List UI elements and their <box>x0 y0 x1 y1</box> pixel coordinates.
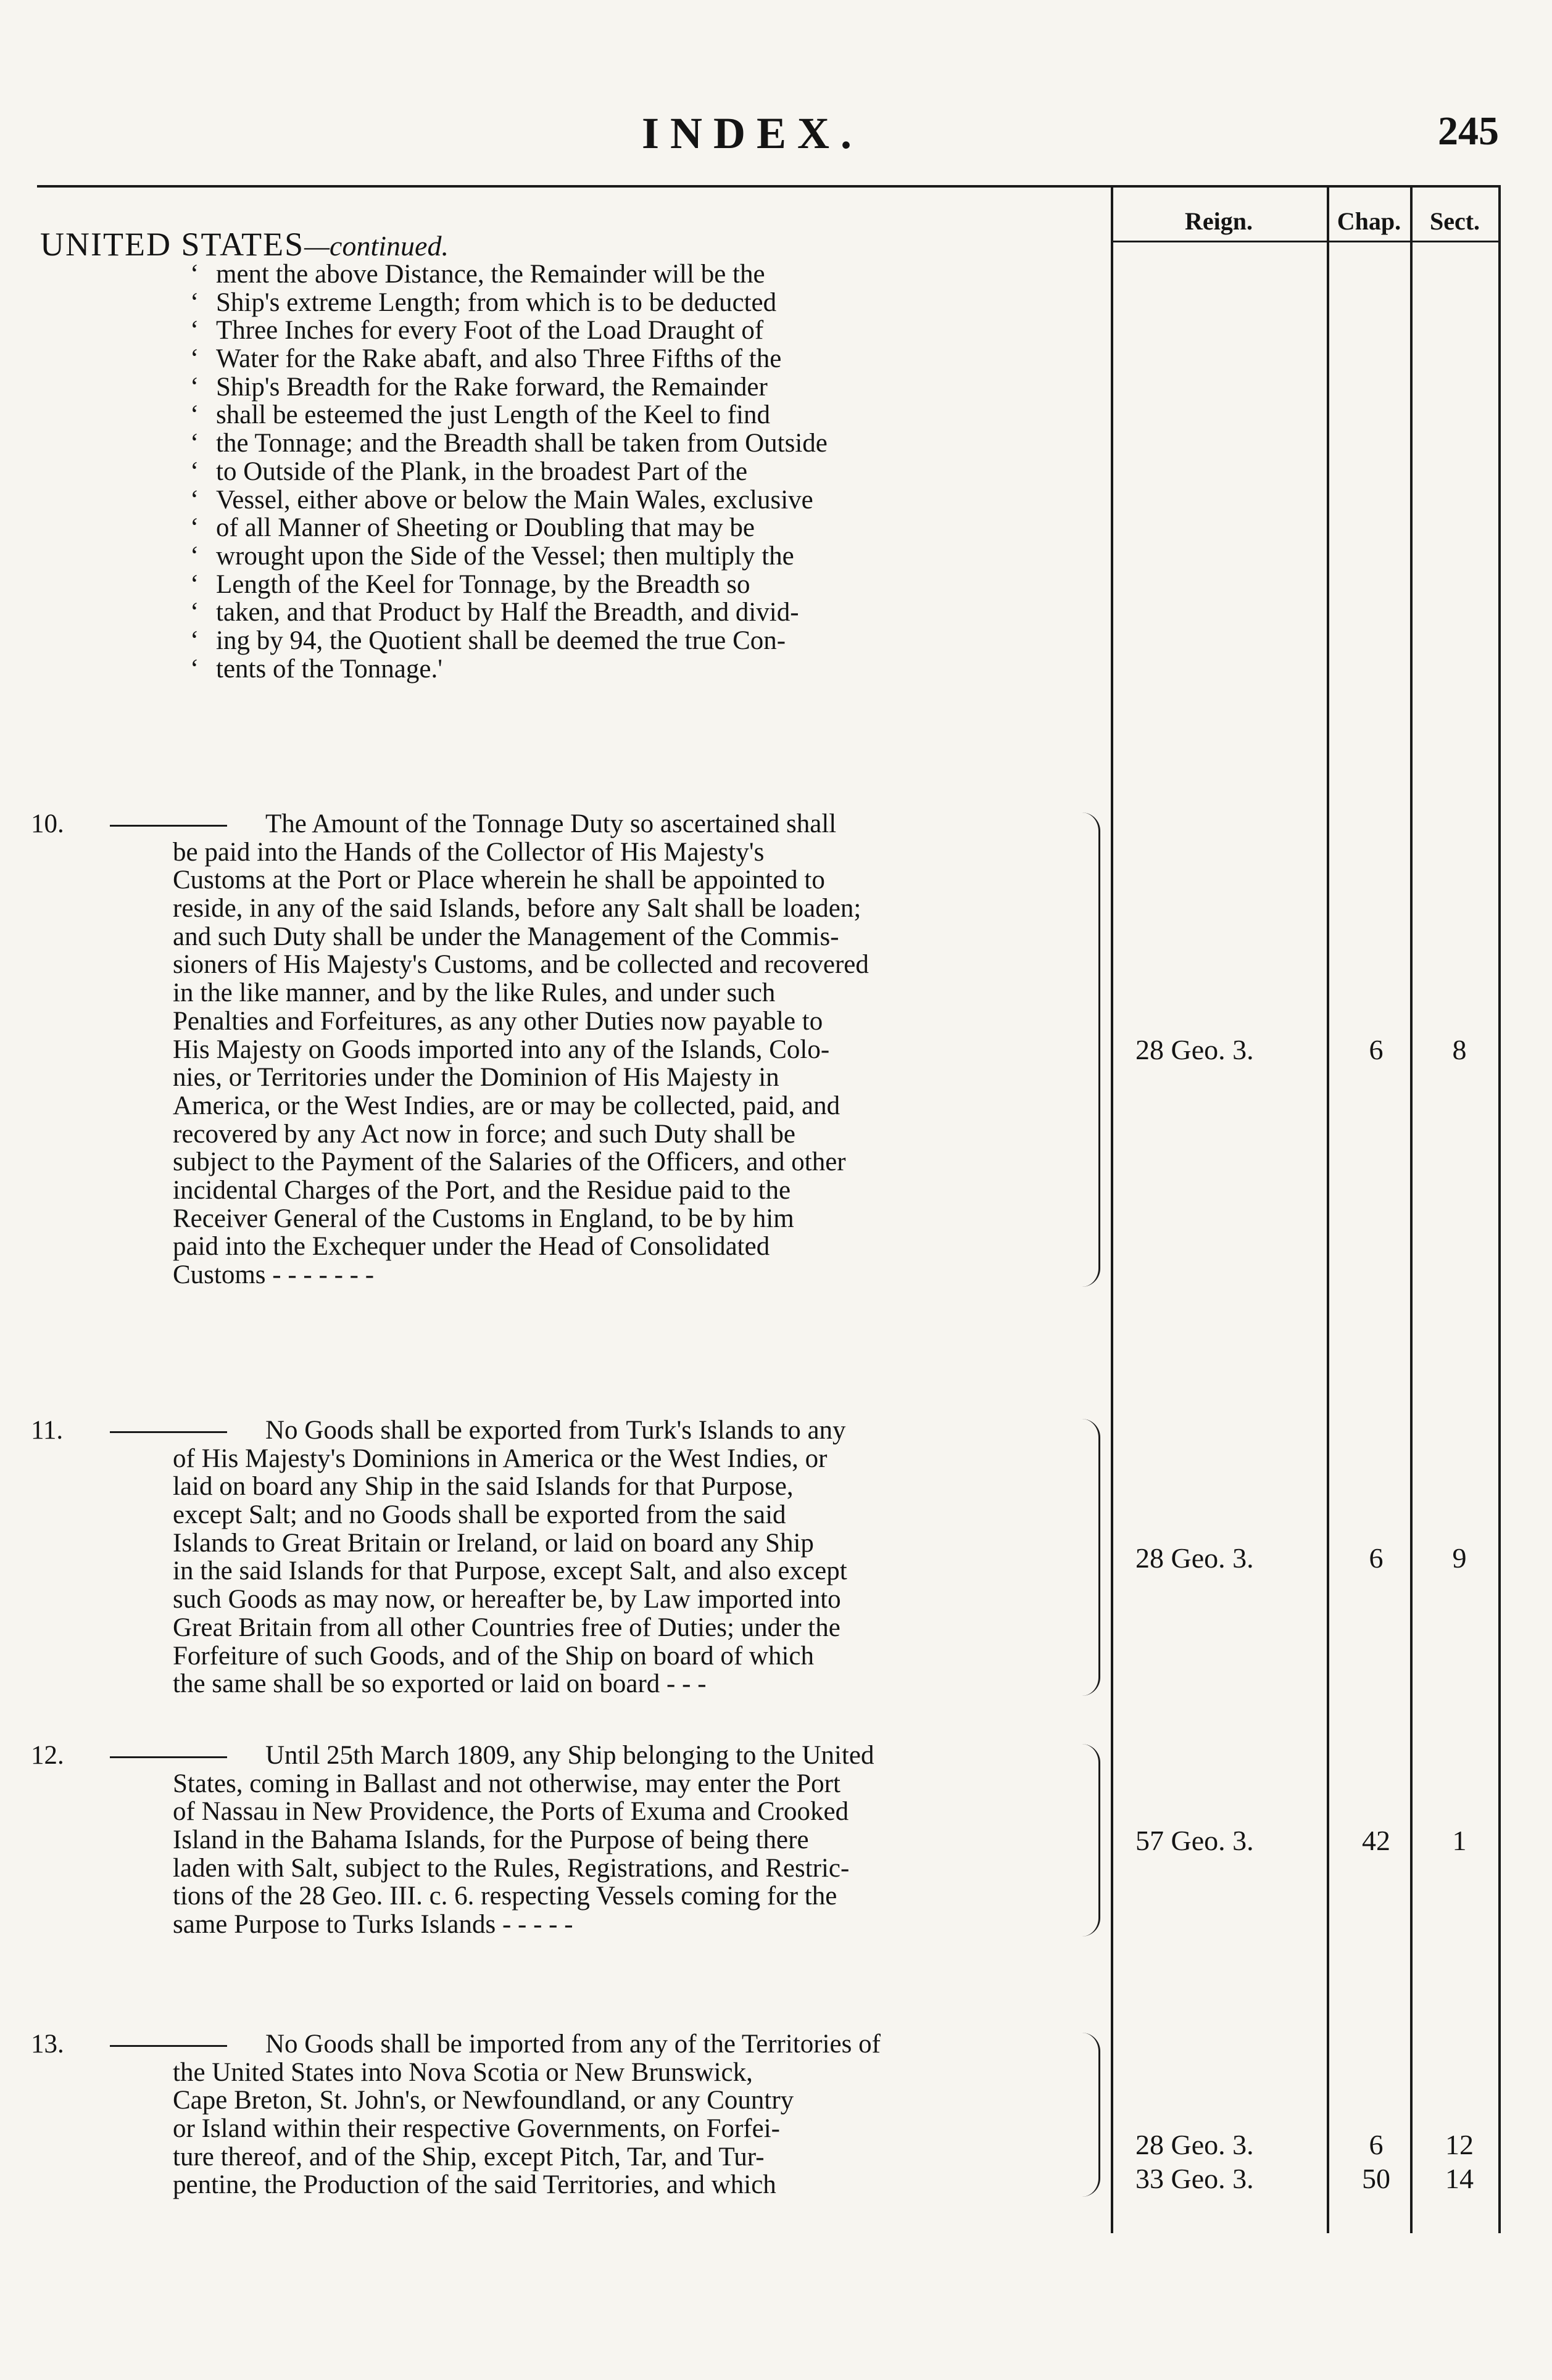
entry-text <box>173 2030 1074 2199</box>
entry-number: 13. <box>31 2030 64 2059</box>
quote-line-text: of all Manner of Sheeting or Doubling that may be <box>216 513 755 543</box>
entry-line: be paid into the Hands of the Collector of His Majesty's <box>173 837 765 867</box>
entry-line: Cape Breton, St. John's, or Newfoundland, or any Country <box>173 2086 794 2115</box>
sect-column-header: Sect. <box>1429 207 1480 235</box>
quote-mark: ‘ <box>190 541 199 571</box>
quote-mark: ‘ <box>190 457 199 486</box>
entry-brace <box>1080 2033 1100 2197</box>
quote-line <box>190 372 1068 402</box>
reference-reign: 33 Geo. 3. <box>1135 2163 1254 2195</box>
quote-line <box>190 344 1068 374</box>
quote-mark: ‘ <box>190 485 199 514</box>
quote-line-text: tents of the Tonnage.' <box>216 654 442 684</box>
quote-mark: ‘ <box>190 429 199 458</box>
entry-line: nies, or Territories under the Dominion of His Majesty in <box>173 1063 779 1093</box>
quote-mark: ‘ <box>190 316 199 345</box>
quote-line-text: to Outside of the Plank, in the broadest Part of the <box>216 457 748 486</box>
entry-line: No Goods shall be imported from any of the Territories of <box>265 2030 881 2059</box>
entry-line: reside, in any of the said Islands, before any Salt shall be loaden; <box>173 894 861 923</box>
reign-column-rule <box>1111 185 1113 2233</box>
reference-chapter: 50 <box>1362 2163 1390 2195</box>
entry-line: Customs - - - - - - - <box>173 1260 375 1289</box>
entry-line: the same shall be so exported or laid on board - - - <box>173 1669 707 1699</box>
entry-brace <box>1080 1419 1100 1696</box>
quote-line <box>190 457 1068 486</box>
quote-line <box>190 569 1068 599</box>
quote-line <box>190 541 1068 571</box>
column-header-rule <box>1111 241 1501 242</box>
page-number: 245 <box>1438 109 1499 154</box>
quote-mark: ‘ <box>190 344 199 374</box>
reference-chapter: 6 <box>1369 2129 1384 2161</box>
entry-line: Customs at the Port or Place wherein he shall be appointed to <box>173 866 825 895</box>
sect-column-rule <box>1410 185 1413 2233</box>
entry-line: the United States into Nova Scotia or New Brunswick, <box>173 2057 753 2087</box>
quote-line-text: Ship's Breadth for the Rake forward, the Remainder <box>216 372 768 402</box>
entry-brace <box>1080 1744 1100 1936</box>
entry-line: such Goods as may now, or hereafter be, by Law imported into <box>173 1585 841 1614</box>
right-column-rule <box>1498 185 1501 2233</box>
quote-line <box>190 260 1068 289</box>
reference-chapter: 6 <box>1369 1034 1384 1066</box>
quote-line-text: Ship's extreme Length; from which is to be deducted <box>216 287 777 317</box>
entry-line: or Island within their respective Governments, on Forfei- <box>173 2114 780 2144</box>
page-header <box>0 108 1552 157</box>
section-title: UNITED STATES <box>40 226 305 263</box>
entry-number: 12. <box>31 1741 64 1770</box>
quote-mark: ‘ <box>190 626 199 655</box>
reference-reign: 57 Geo. 3. <box>1135 1824 1254 1856</box>
entry-brace <box>1080 812 1100 1287</box>
entry-line: recovered by any Act now in force; and such Duty shall be <box>173 1119 795 1149</box>
entry-line: sioners of His Majesty's Customs, and be collected and recovered <box>173 950 869 980</box>
section-continued: —continued. <box>304 230 449 262</box>
entry-line: Islands to Great Britain or Ireland, or laid on board any Ship <box>173 1528 814 1558</box>
chap-column-header: Chap. <box>1337 207 1401 235</box>
reference-section: 9 <box>1452 1542 1467 1574</box>
chap-column-rule <box>1327 185 1329 2233</box>
quote-mark: ‘ <box>190 400 199 430</box>
quote-line-text: wrought upon the Side of the Vessel; then multiply the <box>216 541 794 571</box>
quote-line <box>190 485 1068 514</box>
quote-mark: ‘ <box>190 260 199 289</box>
entry-line: of Nassau in New Providence, the Ports of Exuma and Crooked <box>173 1797 849 1827</box>
quote-line <box>190 654 1068 684</box>
entry-line: Forfeiture of such Goods, and of the Ship on board of which <box>173 1641 814 1671</box>
reference-reign: 28 Geo. 3. <box>1135 1034 1254 1066</box>
quote-line-text: the Tonnage; and the Breadth shall be taken from Outside <box>216 429 828 458</box>
quote-line <box>190 626 1068 655</box>
entry-line: paid into the Exchequer under the Head of Consolidated <box>173 1232 770 1262</box>
entry-text <box>173 1742 1074 1939</box>
quote-line-text: shall be esteemed the just Length of the Keel to find <box>216 400 770 430</box>
entry-line: States, coming in Ballast and not otherwise, may enter the Port <box>173 1769 840 1798</box>
entry-line: subject to the Payment of the Salaries of the Officers, and other <box>173 1147 846 1177</box>
quote-mark: ‘ <box>190 598 199 627</box>
quote-line-text: Three Inches for every Foot of the Load Draught of <box>216 316 764 345</box>
quote-line-text: Vessel, either above or below the Main Wales, exclusive <box>216 485 813 514</box>
reference-reign: 28 Geo. 3. <box>1135 2129 1254 2161</box>
entry-line: Until 25th March 1809, any Ship belonging to the United <box>265 1741 874 1770</box>
quote-mark: ‘ <box>190 372 199 402</box>
reference-section: 12 <box>1445 2129 1474 2161</box>
entry-line: No Goods shall be exported from Turk's Islands to any <box>265 1416 846 1445</box>
quote-line-text: Length of the Keel for Tonnage, by the Breadth so <box>216 569 750 599</box>
running-title: INDEX. <box>642 109 863 158</box>
entry-number: 11. <box>31 1416 64 1445</box>
quote-line <box>190 598 1068 627</box>
quote-line <box>190 316 1068 345</box>
quote-line-text: ment the above Distance, the Remainder will be the <box>216 260 765 289</box>
entry-line: Island in the Bahama Islands, for the Purpose of being there <box>173 1825 809 1855</box>
entry-line: Receiver General of the Customs in England, to be by him <box>173 1204 794 1233</box>
quote-line <box>190 429 1068 458</box>
entry-line: His Majesty on Goods imported into any of the Islands, Colo- <box>173 1035 830 1064</box>
header-rule <box>37 185 1500 188</box>
quote-line-text: ing by 94, the Quotient shall be deemed the true Con- <box>216 626 786 655</box>
reference-section: 14 <box>1445 2163 1474 2195</box>
entry-line: Penalties and Forfeitures, as any other Duties now payable to <box>173 1006 823 1036</box>
entry-text <box>173 1416 1074 1698</box>
entry-line: laden with Salt, subject to the Rules, Registrations, and Restric- <box>173 1853 850 1883</box>
entry-line: tions of the 28 Geo. III. c. 6. respecting Vessels coming for the <box>173 1882 837 1911</box>
quote-line <box>190 287 1068 317</box>
quote-mark: ‘ <box>190 287 199 317</box>
entry-line: of His Majesty's Dominions in America or the West Indies, or <box>173 1444 828 1473</box>
reign-column-header: Reign. <box>1185 207 1253 235</box>
entry-line: America, or the West Indies, are or may be collected, paid, and <box>173 1091 840 1120</box>
reference-section: 1 <box>1452 1824 1467 1856</box>
entry-line: The Amount of the Tonnage Duty so ascertained shall <box>265 809 837 838</box>
entry-line: in the said Islands for that Purpose, except Salt, and also except <box>173 1556 847 1586</box>
reference-reign: 28 Geo. 3. <box>1135 1542 1254 1574</box>
entry-line: laid on board any Ship in the said Islands for that Purpose, <box>173 1472 794 1502</box>
quote-mark: ‘ <box>190 569 199 599</box>
quote-mark: ‘ <box>190 513 199 543</box>
quote-mark: ‘ <box>190 654 199 684</box>
quote-line-text: taken, and that Product by Half the Breadth, and divid- <box>216 598 799 627</box>
entry-text <box>173 810 1074 1289</box>
entry-line: in the like manner, and by the like Rules, and under such <box>173 978 776 1008</box>
entry-line: ture thereof, and of the Ship, except Pitch, Tar, and Tur- <box>173 2142 765 2171</box>
quote-line-text: Water for the Rake abaft, and also Three Fifths of the <box>216 344 782 374</box>
quote-line <box>190 513 1068 543</box>
entry-number: 10. <box>31 809 64 838</box>
reference-chapter: 6 <box>1369 1542 1384 1574</box>
entry-line: Great Britain from all other Countries free of Duties; under the <box>173 1613 840 1642</box>
entry-line: incidental Charges of the Port, and the Residue paid to the <box>173 1175 791 1205</box>
entry-line: except Salt; and no Goods shall be exported from the said <box>173 1500 786 1530</box>
quoted-passage <box>190 260 1068 684</box>
reference-section: 8 <box>1452 1034 1467 1066</box>
reference-chapter: 42 <box>1362 1824 1390 1856</box>
quote-line <box>190 400 1068 430</box>
section-heading <box>40 225 449 263</box>
entry-line: pentine, the Production of the said Territories, and which <box>173 2170 776 2200</box>
entry-line: and such Duty shall be under the Management of the Commis- <box>173 922 839 951</box>
entry-line: same Purpose to Turks Islands - - - - - <box>173 1910 573 1940</box>
